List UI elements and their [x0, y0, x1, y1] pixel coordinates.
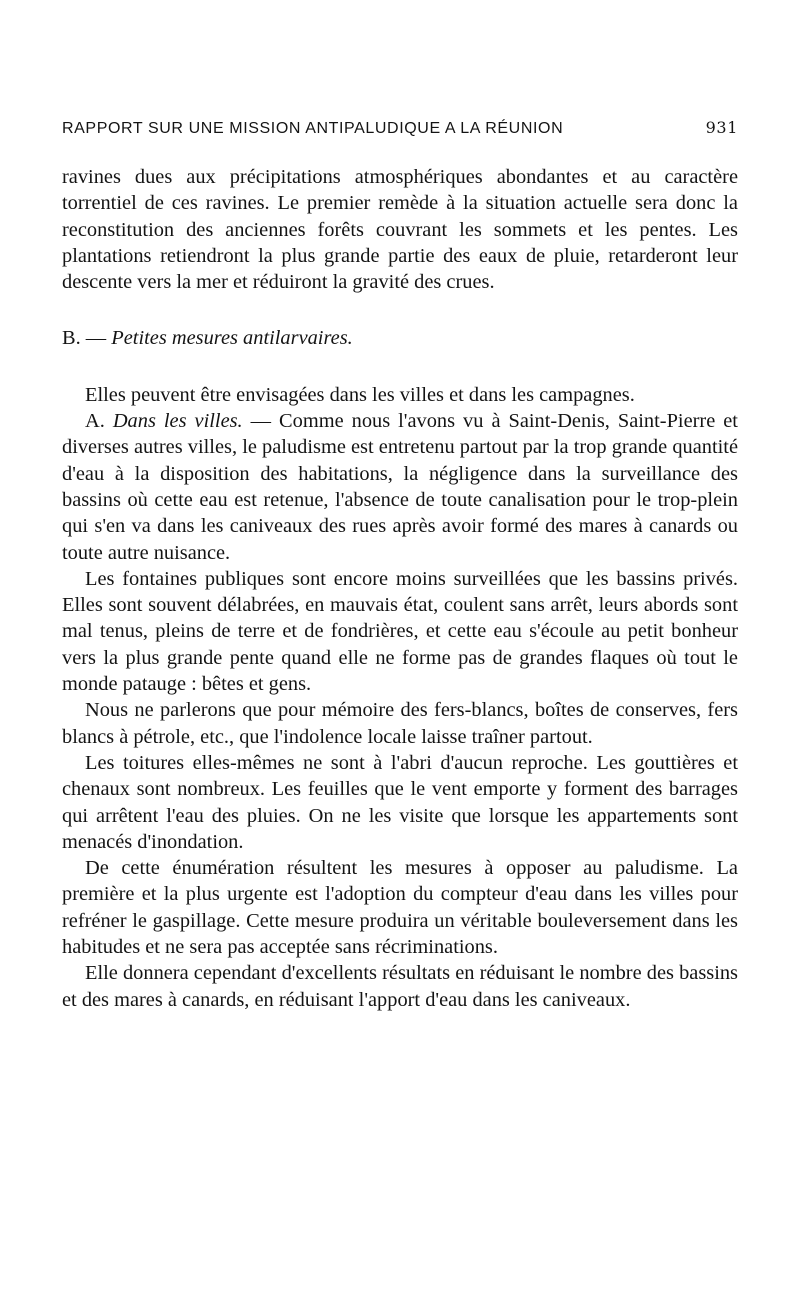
page-number: 931	[705, 118, 738, 137]
paragraph: Elle donnera cependant d'excellents résultats en réduisant le nombre des bassins et des mares à canards, en réduisant l'apport d'eau dans les caniveaux.	[62, 962, 738, 1011]
paragraph: Nous ne parlerons que pour mémoire des fers-blancs, boîtes de conserves, fers blancs à pétrole, etc., que l'indolence locale laisse traîner partout.	[62, 699, 738, 748]
section-title: Petites mesures antilarvaires.	[111, 327, 353, 350]
subsection-letter: A.	[85, 410, 105, 433]
paragraph: De cette énumération résultent les mesures à opposer au paludisme. La première et la plus urgente est l'adoption du compteur d'eau dans les villes pour refréner le gaspillage. Cette mesure produira un véritable bouleversement dans les habitudes et ne sera pas acceptée sans récriminations.	[62, 857, 738, 959]
subsection-text: — Comme nous l'avons vu à Saint-Denis, Saint-Pierre et diverses autres villes, le paludisme est entretenu partout par la trop grande quantité d'eau à la disposition des habitations, la négligence dans la surveillance des bassins où cette eau est retenue, l'absence de toute canalisation pour le trop-plein qui s'en va dans les caniveaux des rues après avoir formé des mares à canards ou toute autre nuisance.	[62, 410, 738, 564]
section-heading	[62, 325, 738, 351]
running-title: RAPPORT SUR UNE MISSION ANTIPALUDIQUE A LA RÉUNION	[62, 120, 564, 137]
paragraph-dans-les-villes	[62, 408, 738, 566]
paragraph: Elles peuvent être envisagées dans les villes et dans les campagnes.	[85, 383, 635, 406]
paragraph: Les fontaines publiques sont encore moins surveillées que les bassins privés. Elles sont souvent délabrées, en mauvais état, coulent sans arrêt, leurs abords sont mal tenus, pleins de terre et de fondrières, et cette eau s'écoule au petit bonheur vers la plus grande pente quand elle ne forme pas de grandes flaques où tout le monde patauge : bêtes et gens.	[62, 567, 738, 696]
document-page	[62, 0, 738, 1304]
paragraph: Les toitures elles-mêmes ne sont à l'abri d'aucun reproche. Les gouttières et chenaux sont nombreux. Les feuilles que le vent emporte y forment des barrages qui arrêtent l'eau des pluies. On ne les visite que lorsque les appartements sont menacés d'inondation.	[62, 751, 738, 853]
section-letter: B. —	[62, 327, 107, 350]
paragraph-continuation: ravines dues aux précipitations atmosphériques abondantes et au caractère torrentiel de ces ravines. Le premier remède à la situation actuelle sera donc la reconstitution des anciennes forêts couvrant les sommets et les pentes. Les plantations retiendront la plus grande partie des eaux de pluie, retarderont leur descente vers la mer et réduiront la gravité des crues.	[62, 166, 738, 294]
body-text	[62, 164, 738, 1013]
running-header	[62, 118, 738, 148]
subsection-title: Dans les villes.	[112, 410, 243, 433]
